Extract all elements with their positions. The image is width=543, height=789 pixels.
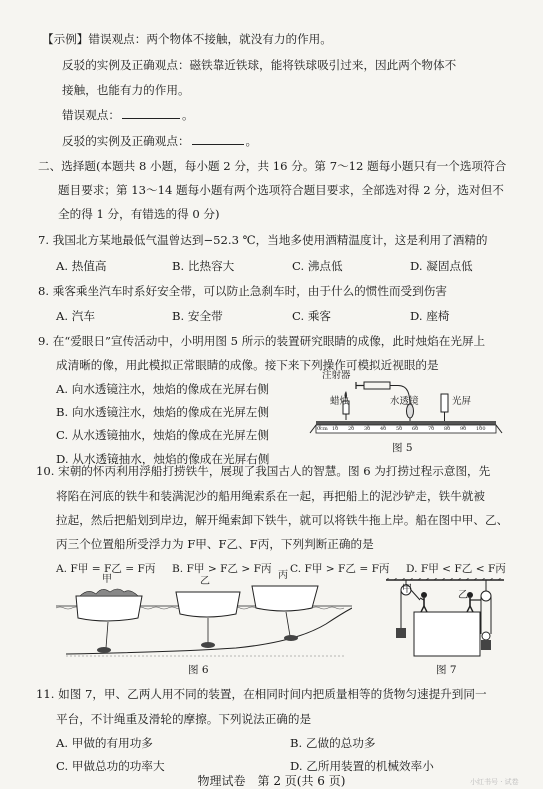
q9-stem-1: 9. 在“爱眼日”宣传活动中，小明用图 5 所示的装置研究眼睛的成像，此时烛焰在光屏上 bbox=[38, 334, 486, 348]
rebuttal-label: 反驳的实例及正确观点： bbox=[62, 134, 190, 148]
q10-option-a[interactable]: A. F甲 = F乙 = F丙 bbox=[56, 563, 156, 575]
q7-option-a[interactable]: A. 热值高 bbox=[56, 259, 107, 273]
q10-stem-4: 丙三个位置船所受浮力为 F甲、F乙、F丙，下列判断正确的是 bbox=[56, 537, 374, 551]
example-line-2: 反驳的实例及正确观点：磁铁靠近铁球，能将铁球吸引过来，因此两个物体不 bbox=[62, 58, 457, 72]
label-bing: 丙 bbox=[278, 570, 288, 581]
candle-label: 蜡烛 bbox=[330, 396, 350, 407]
boat-bing-icon bbox=[252, 586, 318, 636]
q9-stem-2: 成清晰的像，用此模拟正常眼睛的成像。接下来下列操作可模拟近视眼的是 bbox=[56, 358, 439, 372]
figure-5-lens-apparatus bbox=[306, 370, 506, 436]
iron-ox-icon-1 bbox=[97, 647, 111, 653]
rebuttal-line bbox=[62, 133, 257, 149]
q10-stem-1: 10. 宋朝的怀丙利用浮船打捞铁牛，展现了我国古人的智慧。图 6 为打捞过程示意图，先 bbox=[36, 464, 491, 478]
wrong-viewpoint-end: 。 bbox=[181, 108, 194, 122]
q10-stem-2: 将陷在河底的铁牛和装满泥沙的船用绳索系在一起，再把船上的泥沙铲走，铁牛就被 bbox=[56, 489, 485, 503]
iron-ox-icon-3 bbox=[284, 635, 298, 641]
example-line-1: 【示例】错误观点：两个物体不接触，就没有力的作用。 bbox=[42, 32, 332, 46]
watermark-logo: 小红书号 · 试卷 bbox=[470, 778, 519, 786]
water-lens-label: 水透镜 bbox=[390, 396, 419, 407]
q11-option-c[interactable]: C. 甲做总功的功率大 bbox=[56, 759, 165, 773]
person-yi-icon bbox=[467, 592, 481, 612]
q8-option-a[interactable]: A. 汽车 bbox=[56, 309, 95, 323]
wrong-viewpoint-line bbox=[62, 107, 194, 123]
ruler-tick: 50 bbox=[396, 426, 403, 432]
section2-line-2: 题目要求；第 13～14 题每小题有两个选项符合题目要求，全部选对得 2 分，选对但不 bbox=[58, 183, 504, 197]
q9-option-c[interactable]: C. 从水透镜抽水，烛焰的像成在光屏左侧 bbox=[56, 428, 269, 442]
q9-option-a[interactable]: A. 向水透镜注水，烛焰的像成在光屏右侧 bbox=[56, 382, 269, 396]
q10-stem-3: 拉起，然后把船划到岸边，解开绳索卸下铁牛，就可以将铁牛拖上岸。船在图中甲、乙、 bbox=[56, 513, 509, 527]
boat-yi-icon bbox=[176, 592, 240, 642]
ruler-tick: 30 bbox=[364, 426, 371, 432]
label-jia-fig7: 甲 bbox=[402, 584, 412, 595]
q8-option-b[interactable]: B. 安全带 bbox=[172, 309, 223, 323]
wrong-viewpoint-blank[interactable] bbox=[122, 108, 180, 119]
q7-stem: 7. 我国北方某地最低气温曾达到−52.3 ℃，当地多使用酒精温度计，这是利用了酒精的 bbox=[38, 233, 488, 247]
rebuttal-blank[interactable] bbox=[192, 134, 244, 145]
q8-option-d[interactable]: D. 座椅 bbox=[410, 309, 450, 323]
ruler-scale bbox=[316, 426, 496, 433]
q7-option-c[interactable]: C. 沸点低 bbox=[292, 259, 343, 273]
movable-pulley-icon bbox=[481, 580, 491, 650]
q10-option-b[interactable]: B. F甲 > F乙 > F丙 bbox=[172, 563, 272, 575]
figure-6-salvage-diagram bbox=[56, 570, 352, 658]
syringe-label: 注射器 bbox=[322, 370, 351, 381]
q8-option-c[interactable]: C. 乘客 bbox=[292, 309, 332, 323]
screen-label: 光屏 bbox=[452, 396, 472, 407]
ruler-tick: 60 bbox=[412, 426, 419, 432]
wrong-viewpoint-label: 错误观点： bbox=[62, 108, 120, 122]
page-footer: 物理试卷 第 2 页(共 6 页) bbox=[197, 774, 346, 788]
q11-stem-2: 平台，不计绳重及滑轮的摩擦。下列说法正确的是 bbox=[56, 712, 312, 726]
rebuttal-end: 。 bbox=[245, 134, 258, 148]
light-screen-icon bbox=[441, 394, 448, 421]
q11-stem-1: 11. 如图 7，甲、乙两人用不同的装置，在相同时间内把质量相等的货物匀速提升到同一 bbox=[36, 687, 487, 701]
q10-option-c[interactable]: C. F甲 > F乙 = F丙 bbox=[290, 563, 390, 575]
q11-option-d[interactable]: D. 乙所用装置的机械效率小 bbox=[290, 759, 434, 773]
q9-option-d[interactable]: D. 从水透镜抽水，烛焰的像成在光屏右侧 bbox=[56, 452, 270, 466]
ruler-unit: 0cm bbox=[317, 426, 328, 432]
section2-line-1: 二、选择题(本题共 8 小题，每小题 2 分，共 16 分。第 7～12 题每小题只有一个选项符合 bbox=[38, 159, 507, 173]
ruler-tick: 70 bbox=[428, 426, 435, 432]
q11-option-a[interactable]: A. 甲做的有用功多 bbox=[56, 736, 153, 750]
q11-option-b[interactable]: B. 乙做的总功多 bbox=[290, 736, 376, 750]
q10-option-d[interactable]: D. F甲 < F乙 < F丙 bbox=[406, 563, 506, 575]
label-yi: 乙 bbox=[200, 576, 210, 587]
q8-stem: 8. 乘客乘坐汽车时系好安全带，可以防止急刹车时，由于什么的惯性而受到伤害 bbox=[38, 284, 447, 298]
q9-option-b[interactable]: B. 向水透镜注水，烛焰的像成在光屏左侧 bbox=[56, 405, 269, 419]
boat-jia-icon bbox=[76, 589, 142, 648]
label-yi-fig7: 乙 bbox=[458, 590, 468, 601]
ruler-tick: 80 bbox=[444, 426, 451, 432]
figure-7-pulley-diagram bbox=[386, 578, 504, 658]
ruler-tick: 40 bbox=[380, 426, 387, 432]
ruler-tick: 90 bbox=[460, 426, 467, 432]
q7-option-b[interactable]: B. 比热容大 bbox=[172, 259, 235, 273]
ruler-tick: 100 bbox=[476, 426, 486, 432]
person-jia-icon bbox=[420, 592, 427, 612]
label-jia: 甲 bbox=[102, 574, 112, 585]
example-line-3: 接触，也能有力的作用。 bbox=[62, 83, 190, 97]
iron-ox-icon-2 bbox=[201, 642, 215, 648]
figure-7-caption: 图 7 bbox=[436, 664, 457, 676]
q7-option-d[interactable]: D. 凝固点低 bbox=[410, 259, 473, 273]
figure-6-caption: 图 6 bbox=[188, 664, 209, 676]
ruler-tick: 20 bbox=[348, 426, 355, 432]
ruler-tick: 10 bbox=[332, 426, 339, 432]
figure-5-caption: 图 5 bbox=[392, 442, 413, 454]
section2-line-3: 全的得 1 分，有错选的得 0 分) bbox=[58, 207, 220, 221]
